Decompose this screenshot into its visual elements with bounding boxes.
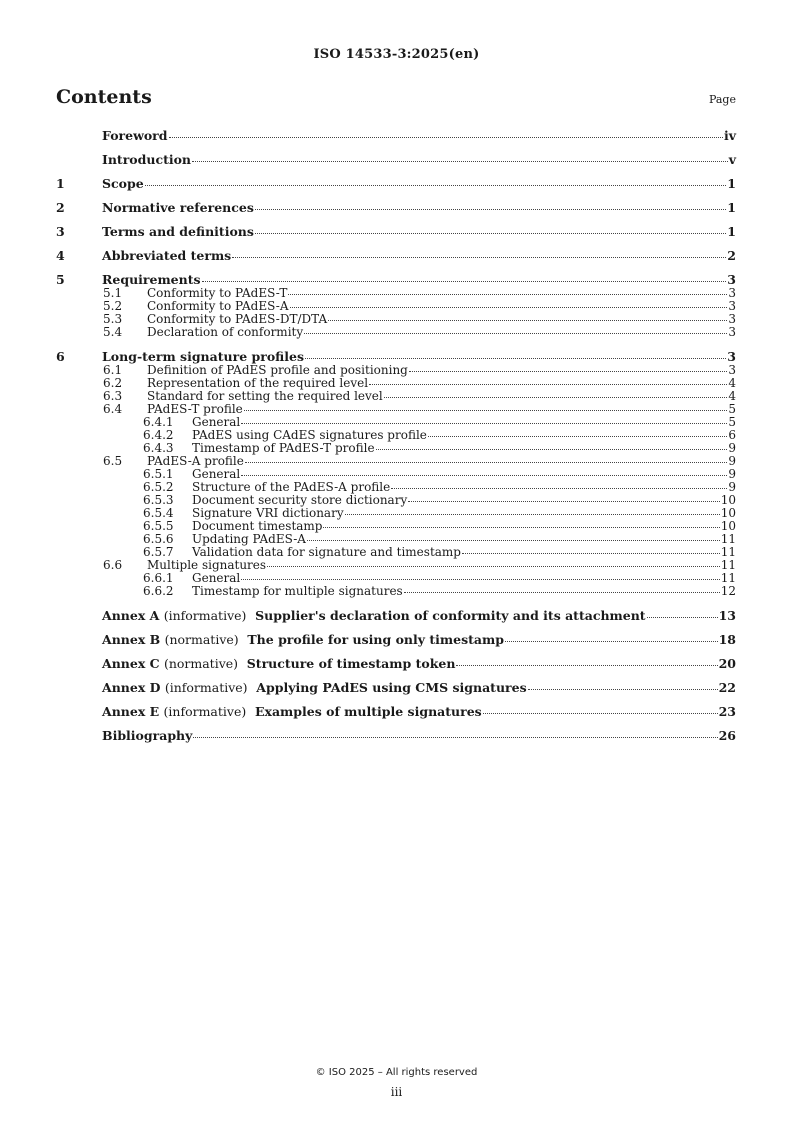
toc-entry-title: Abbreviated terms — [102, 248, 232, 263]
toc-entry-page: 9 — [728, 454, 736, 468]
toc-entry-page: 1 — [727, 176, 736, 191]
toc-entry-number: 6.1 — [103, 363, 123, 377]
annex-kind: (informative) — [163, 608, 247, 623]
toc-entry-number: 6.5.5 — [143, 519, 174, 533]
toc-entry-page: v — [728, 152, 736, 167]
toc-entry-title: Document timestamp — [192, 519, 323, 533]
toc-entry-number: 5.4 — [103, 325, 123, 339]
toc-entry[interactable] — [56, 225, 736, 239]
dot-leader — [255, 232, 726, 234]
annex-label: Annex D — [102, 680, 161, 695]
toc-entry-number: 6.5.2 — [143, 480, 174, 494]
toc-entry-title: Multiple signatures — [147, 558, 267, 572]
toc-entry[interactable] — [56, 633, 736, 647]
dot-leader — [169, 136, 723, 138]
dot-leader — [304, 332, 727, 334]
dot-leader — [328, 319, 727, 321]
toc-entry-number: 6.5.3 — [143, 493, 174, 507]
toc-entry[interactable] — [56, 129, 736, 143]
dot-leader — [384, 396, 728, 398]
dot-leader — [345, 513, 720, 515]
annex-label: Annex E — [102, 704, 160, 719]
toc-entry[interactable] — [56, 249, 736, 263]
annex-title: Applying PAdES using CMS signatures — [256, 680, 527, 695]
toc-entry-number: 6.4 — [103, 402, 123, 416]
toc-entry-title: Validation data for signature and timestamp — [192, 545, 461, 559]
toc-entry-title: PAdES-A profile — [147, 454, 244, 468]
toc-entry-page: 23 — [718, 704, 736, 719]
dot-leader — [192, 160, 728, 162]
toc-entry-title: Normative references — [102, 200, 254, 215]
toc-entry-page: 11 — [720, 558, 736, 572]
toc-entry-number: 6.5 — [103, 454, 123, 468]
toc-entry-number: 3 — [56, 224, 65, 239]
annex-title: Supplier's declaration of conformity and its attachment — [255, 608, 646, 623]
toc-entry-page: 18 — [718, 632, 736, 647]
toc-entry-page: 10 — [720, 519, 736, 533]
toc-entry-number: 6.4.2 — [143, 428, 174, 442]
dot-leader — [193, 736, 717, 738]
annex-title: Examples of multiple signatures — [254, 704, 482, 719]
toc-entry-page: 11 — [720, 532, 736, 546]
document-id-header: ISO 14533-3:2025(en) — [313, 47, 480, 62]
toc-entry[interactable] — [56, 705, 736, 719]
annex-label: Annex B — [102, 632, 161, 647]
annex-title: The profile for using only timestamp — [247, 632, 504, 647]
dot-leader — [267, 565, 720, 567]
dot-leader — [408, 500, 719, 502]
dot-leader — [647, 616, 718, 618]
annex-kind: (informative) — [164, 680, 248, 695]
toc-entry-title: Timestamp for multiple signatures — [192, 584, 403, 598]
toc-entry-title: Timestamp of PAdES-T profile — [192, 441, 375, 455]
toc-entry-page: 9 — [728, 467, 736, 481]
toc-entry-number: 6.3 — [103, 389, 123, 403]
toc-entry-page: 22 — [718, 680, 736, 695]
dot-leader — [483, 712, 718, 714]
toc-entry-title: Definition of PAdES profile and positioning — [147, 363, 408, 377]
toc-entry-title: Introduction — [102, 152, 192, 167]
dot-leader — [241, 474, 727, 476]
toc-entry-page: 5 — [728, 402, 736, 416]
toc-entry-page: 5 — [728, 415, 736, 429]
dot-leader — [428, 435, 727, 437]
toc-entry-number: 6.6.2 — [143, 584, 174, 598]
toc-entry-title: Terms and definitions — [102, 224, 254, 239]
toc-entry-number: 5 — [56, 272, 65, 287]
toc-entry[interactable] — [56, 585, 736, 598]
toc-entry-title: General — [192, 415, 241, 429]
toc-entry-page: 3 — [728, 312, 736, 326]
dot-leader — [376, 448, 728, 450]
toc-entry-page: 13 — [718, 608, 736, 623]
annex-label: Annex A — [102, 608, 160, 623]
annex-kind: (normative) — [164, 632, 239, 647]
toc-entry-title: Foreword — [102, 128, 168, 143]
toc-entry[interactable] — [56, 681, 736, 695]
toc-entry-number: 6.5.4 — [143, 506, 174, 520]
dot-leader — [255, 208, 726, 210]
toc-entry-page: 12 — [720, 584, 736, 598]
toc-entry-number: 6.4.1 — [143, 415, 174, 429]
toc-entry[interactable] — [56, 177, 736, 191]
toc-entry-title — [102, 633, 504, 647]
toc-entry-title: Conformity to PAdES-DT/DTA — [147, 312, 328, 326]
toc-entry-page: 3 — [728, 299, 736, 313]
dot-leader — [323, 526, 719, 528]
toc-entry-page: 4 — [728, 376, 736, 390]
toc-entry-number: 6.2 — [103, 376, 123, 390]
toc-entry-page: 4 — [728, 389, 736, 403]
toc-entry-title: General — [192, 571, 241, 585]
toc-entry-title: Declaration of conformity — [147, 325, 304, 339]
annex-kind: (normative) — [163, 656, 239, 671]
toc-entry-page: 3 — [728, 325, 736, 339]
toc-entry[interactable] — [56, 153, 736, 167]
toc-entry-title: Bibliography — [102, 728, 193, 743]
page-column-label: Page — [708, 93, 736, 106]
toc-entry-page: 3 — [728, 363, 736, 377]
toc-entry[interactable] — [56, 657, 736, 671]
toc-entry[interactable] — [56, 609, 736, 623]
dot-leader — [241, 578, 719, 580]
toc-entry[interactable] — [56, 201, 736, 215]
toc-entry-number: 6.5.1 — [143, 467, 174, 481]
toc-entry-number: 5.1 — [103, 286, 123, 300]
dot-leader — [244, 409, 728, 411]
toc-entry-title — [102, 609, 646, 623]
dot-leader — [288, 293, 727, 295]
toc-entry-page: 10 — [720, 506, 736, 520]
toc-entry-number: 6 — [56, 349, 65, 364]
toc-entry-page: 2 — [727, 248, 736, 263]
dot-leader — [404, 591, 720, 593]
toc-entry-title: Signature VRI dictionary — [192, 506, 344, 520]
contents-title: Contents — [56, 86, 152, 108]
toc-entry-title: Updating PAdES-A — [192, 532, 306, 546]
toc-entry-page: 9 — [728, 441, 736, 455]
toc-entry-title — [102, 705, 482, 719]
toc-entry-number: 4 — [56, 248, 65, 263]
toc-entry-page: 26 — [718, 728, 736, 743]
dot-leader — [409, 370, 728, 372]
toc-entry-title: Structure of the PAdES-A profile — [192, 480, 391, 494]
dot-leader — [462, 552, 720, 554]
toc-entry-number: 6.6.1 — [143, 571, 174, 585]
annex-label: Annex C — [102, 656, 160, 671]
dot-leader — [369, 383, 727, 385]
toc-entry[interactable] — [56, 273, 736, 287]
toc-entry-page: 9 — [728, 480, 736, 494]
toc-entry-title: PAdES-T profile — [147, 402, 243, 416]
toc-entry-page: 6 — [728, 428, 736, 442]
toc-entry-page: 20 — [718, 656, 736, 671]
dot-leader — [232, 256, 726, 258]
dot-leader — [528, 688, 718, 690]
toc-entry-title: Long-term signature profiles — [102, 349, 304, 364]
dot-leader — [456, 664, 717, 666]
page-number: iii — [390, 1085, 403, 1099]
toc-entry-page: 11 — [720, 545, 736, 559]
toc-entry-title: PAdES using CAdES signatures profile — [192, 428, 427, 442]
toc-entry[interactable] — [56, 350, 736, 364]
toc-entry-title: Representation of the required level — [147, 376, 369, 390]
toc-entry-page: 11 — [720, 571, 736, 585]
table-of-contents — [56, 129, 736, 743]
toc-entry[interactable] — [56, 326, 736, 339]
toc-entry-number: 5.3 — [103, 312, 123, 326]
copyright-footer: © ISO 2025 – All rights reserved — [315, 1067, 478, 1078]
annex-kind: (informative) — [163, 704, 247, 719]
toc-entry[interactable] — [56, 729, 736, 743]
dot-leader — [241, 422, 727, 424]
toc-entry-page: 1 — [727, 224, 736, 239]
toc-entry-title: Standard for setting the required level — [147, 389, 383, 403]
toc-entry-number: 1 — [56, 176, 65, 191]
toc-entry-page: 1 — [727, 200, 736, 215]
dot-leader — [290, 306, 728, 308]
toc-entry-title: Scope — [102, 176, 144, 191]
toc-entry-number: 2 — [56, 200, 65, 215]
toc-entry-number: 6.4.3 — [143, 441, 174, 455]
dot-leader — [202, 280, 727, 282]
dot-leader — [305, 357, 726, 359]
toc-entry-page: 3 — [728, 286, 736, 300]
toc-entry-number: 6.5.7 — [143, 545, 174, 559]
dot-leader — [245, 461, 727, 463]
toc-entry-number: 6.5.6 — [143, 532, 174, 546]
dot-leader — [307, 539, 720, 541]
toc-entry-title: Requirements — [102, 272, 201, 287]
toc-entry-title — [102, 657, 455, 671]
toc-entry-title: Conformity to PAdES-T — [147, 286, 288, 300]
toc-entry-title — [102, 681, 527, 695]
toc-entry-number: 5.2 — [103, 299, 123, 313]
toc-entry-title: General — [192, 467, 241, 481]
dot-leader — [391, 487, 727, 489]
toc-entry-title: Document security store dictionary — [192, 493, 408, 507]
annex-title: Structure of timestamp token — [246, 656, 456, 671]
dot-leader — [505, 640, 718, 642]
dot-leader — [145, 184, 727, 186]
toc-entry-page: 10 — [720, 493, 736, 507]
toc-entry-title: Conformity to PAdES-A — [147, 299, 289, 313]
toc-entry-page: iv — [723, 128, 736, 143]
toc-entry-number: 6.6 — [103, 558, 123, 572]
toc-entry-page: 3 — [727, 272, 736, 287]
toc-entry-page: 3 — [727, 349, 736, 364]
